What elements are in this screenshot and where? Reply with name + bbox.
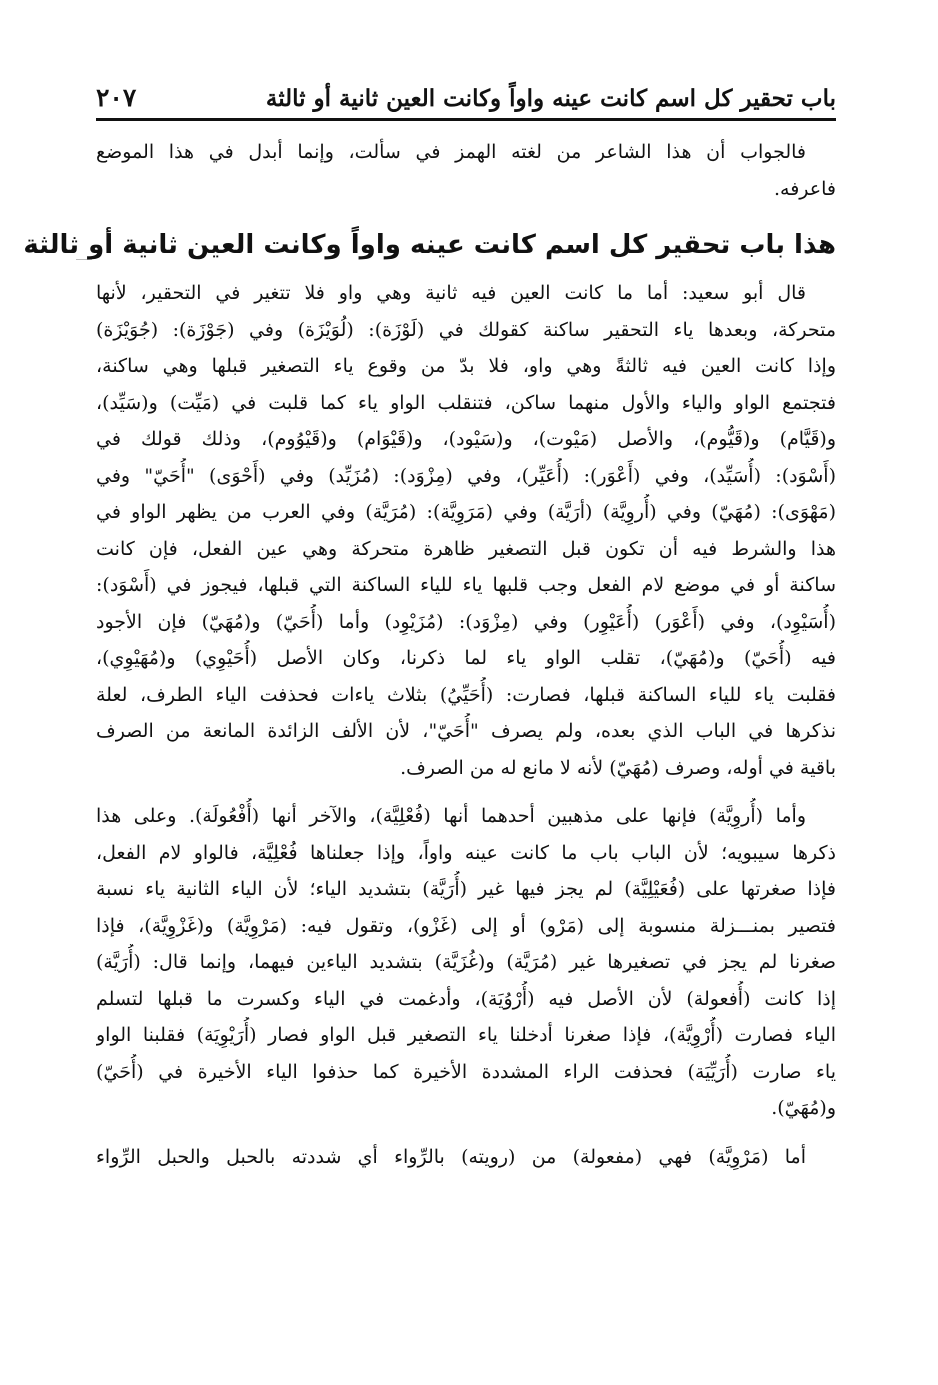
text-line: إذا كانت (أُفعولة) لأن الأصل فيه (أُرْوُيَة)، وأدغمت في الياء وكسرت ما قبلها لتسلم	[96, 987, 836, 1010]
paragraph-2	[96, 798, 836, 1127]
page-body	[23, 134, 836, 1175]
text-line: فتجتمع الواو والياء والأول منهما ساكن، فتنقلب الواو ياء كما قلبت في (مَيِّت) و(سَيِّد)،	[96, 391, 836, 414]
text-line: صغرنا لم يجز في تصغيرها غير (مُرَيَّة) و(غُزَيَّة) بتشديد الياءين فيهما، وإنما قال: (أُرَيَّة)	[96, 951, 836, 973]
text-line: فاعرفه.	[773, 177, 836, 200]
text-line: أما (مَرْوِيَّة) فهي (مفعولة) من (رويته) بالرِّواء أي شددته بالحبل والحبل الرِّواء	[96, 1145, 806, 1168]
text-line: ذكرها سيبويه؛ لأن الباب باب ما كانت عينه واواً، وإذا جعلناها فُعْلِيَّة، فالواو لام الفعل،	[96, 841, 836, 864]
paragraph-gap	[96, 1127, 836, 1139]
page-number: ٢٠٧	[96, 83, 137, 112]
paragraph-1	[96, 275, 836, 786]
paragraph-gap	[96, 786, 836, 798]
text-line: فإذا صغرتها على (فُعَيْلِيَّة) لم يجز فيها غير (أُرَيَّة) بتشديد الياء؛ لأن الياء الثانية ياء نسبة	[96, 878, 836, 900]
text-line: متحركة، وبعدها ياء التحقير ساكنة كقولك في (لَوْزَة): (لُوَيْزَة) وفي (جَوْزَة): (جُوَيْزَة)	[96, 318, 836, 341]
text-line: وإذا كانت العين فيه ثالثةً وهي واو، فلا بدّ من وقوع ياء التصغير قبلها وهي ساكنة،	[96, 355, 836, 377]
text-line: و(قَيَّام) و(قَيُّوم)، والأصل (مَيْوت)، و(سَيْود)، و(قَيْوَام) و(قَيْوُوم)، وذلك قولك في	[96, 428, 836, 450]
text-line: فتصير بمنـــزلة منسوبة إلى (مَرْو) أو إلى (غَزْو)، وتقول فيه: (مَرْوِيَّة) و(غَزْوِيَّة)، فإذا	[96, 914, 836, 937]
text-line: باقية في أوله، وصرف (مُهَيّ) لأنه لا مانع له من الصرف.	[400, 756, 836, 779]
header-rule	[96, 118, 836, 121]
chapter-heading: هذا باب تحقير كل اسم كانت عينه واواً وكانت العين ثانية أو ثالثة	[23, 230, 836, 260]
text-line: فالجواب أن هذا الشاعر من لغته الهمز في سألت، وإنما أبدل في هذا الموضع	[96, 141, 806, 163]
text-line: فقلبت ياء للياء الساكنة قبلها، فصارت: (أُحَيِّيُ) بثلاث ياءات فحذفت الياء الطرف، لعلة	[96, 683, 836, 706]
text-line: و(مُهَيّ).	[771, 1097, 836, 1119]
text-line: ياء صارت (أُرَيِّيَة) فحذفت الراء المشددة الأخيرة كما حذفوا الياء الأخيرة في (أُحَيّ)	[96, 1060, 836, 1083]
text-line: فيه (أُحَيّ) و(مُهَيّ)، تقلب الواو ياء لما ذكرنا، وكان الأصل (أُحَيْوِي) و(مُهَيْوِي)،	[96, 647, 836, 669]
paragraph-continuation	[96, 134, 836, 207]
running-title: باب تحقير كل اسم كانت عينه واواً وكانت العين ثانية أو ثالثة	[265, 85, 836, 112]
text-line: وأما (أُروِيَّة) فإنها على مذهبين أحدهما أنها (فُعْلِيَّة)، والآخر أنها (أُفْعُولَة). وعلى هذا	[96, 805, 806, 827]
text-line: (مَهْوَى): (مُهَيّ) وفي (أُروِيَّة) (أرَيَّة) وفي (مَرَوِيَّة): (مُرَيَّة) وفي العرب من يظهر الواو في	[96, 501, 836, 523]
text-line: (أَسْوَد): (أُسَيِّد)، وفي (أَعْوَر): (أُعَيِّر)، وفي (مِزْوَد): (مُزَيِّد) وفي (أَحْوَى) "أُحَيّ" وفي	[96, 464, 836, 487]
paragraph-3	[96, 1139, 836, 1176]
text-line: نذكرها في الباب الذي بعده، ولم يصرف "أُحَيّ"، لأن الألف الزائدة المانعة من الصرف	[96, 720, 836, 742]
text-line: قال أبو سعيد: أما ما كانت العين فيه ثانية وهي واو فلا تتغير في التحقير، لأنها	[96, 282, 806, 304]
page-header	[96, 64, 836, 112]
text-line: الياء فصارت (أُرْوِيَّة)، فإذا صغرنا أدخلنا ياء التصغير قبل الواو فصار (أُرَيْوِيَة) فقلبنا الواو	[96, 1024, 836, 1046]
text-line: (أُسَيْوِد)، وفي (أَعْوَر) (أُعَيْوِر) وفي (مِزْوَد): (مُزَيْوِد) وأما (أُحَيّ) و(مُهَيّ) فإن الأجود	[96, 610, 836, 633]
text-line: هذا والشرط فيه أن تكون قبل التصغير ظاهرة متحركة وهي عين الفعل، فإن كانت	[96, 537, 836, 560]
text-line: ساكنة أو في موضع لام الفعل وجب قلبها ياء للياء الساكنة التي قبلها، فيجوز في (أَسْوَد):	[96, 574, 836, 596]
